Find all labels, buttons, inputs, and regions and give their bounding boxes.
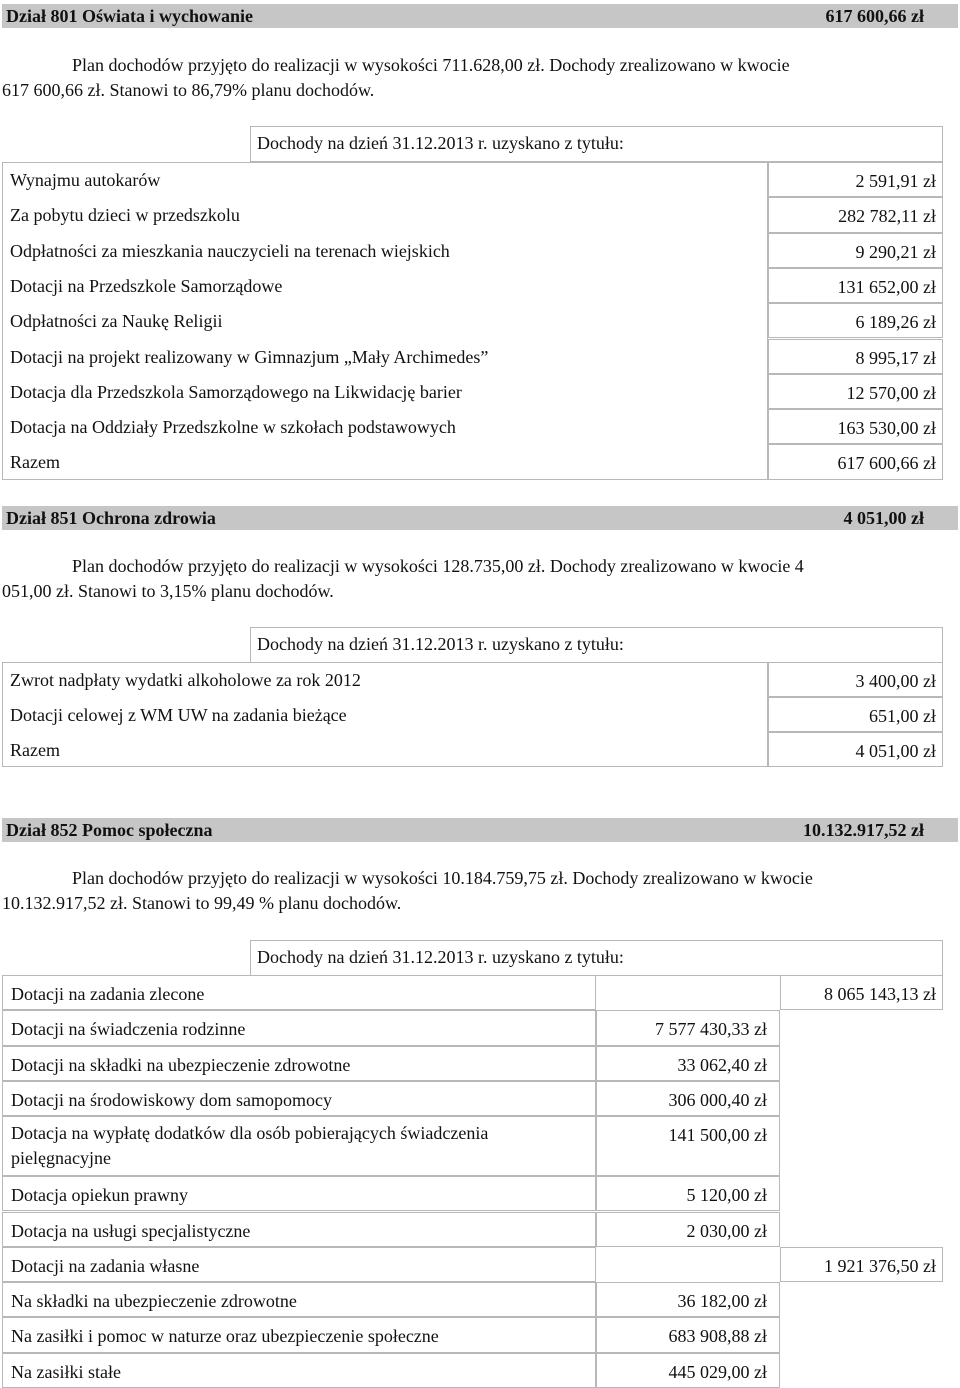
table-row-subamount: 306 000,40 zł: [668, 1089, 767, 1110]
table-row-label: Razem: [10, 452, 60, 473]
table-row-label: Odpłatności za mieszkania nauczycieli na terenach wiejskich: [10, 240, 450, 261]
section-852-header-cell: Dochody na dzień 31.12.2013 r. uzyskano z tytułu:: [250, 940, 943, 976]
table-row-subamount-cell: [596, 1081, 780, 1116]
table-row-label: Na zasiłki i pomoc w naturze oraz ubezpieczenie społeczne: [11, 1326, 439, 1347]
table-row-label-cell: [2, 1282, 596, 1317]
table-row-amount: 9 290,21 zł: [855, 241, 936, 262]
section-852-band: [2, 818, 958, 842]
table-row-amount-cell: [768, 409, 943, 444]
table-row-label: Dotacja na usługi specjalistyczne: [11, 1220, 251, 1241]
section-851-amount: 4 051,00 zł: [843, 508, 924, 528]
table-row-label-cell: [2, 1353, 596, 1388]
table-row-label: Na zasiłki stałe: [11, 1361, 121, 1382]
table-row-amount-cell: [768, 197, 943, 232]
section-851-header-cell: Dochody na dzień 31.12.2013 r. uzyskano z tytułu:: [250, 627, 943, 663]
table-row-total: 8 065 143,13 zł: [824, 984, 936, 1004]
table-row-label: Dotacji na zadania zlecone: [11, 984, 205, 1004]
section-851-band: [2, 506, 958, 530]
table-row-subamount: 141 500,00 zł: [668, 1125, 767, 1146]
table-label-column: [2, 662, 768, 767]
table-row-subamount-cell: [596, 1010, 780, 1045]
table-row-label-cell: [2, 1247, 596, 1282]
table-row-label: Razem: [10, 740, 60, 760]
table-row-amount-cell: [768, 268, 943, 303]
table-row-subamount-cell: [596, 1353, 780, 1388]
table-row-subamount-cell: [596, 1282, 780, 1317]
table-row-amount-cell: [768, 339, 943, 374]
table-row-amount: 617 600,66 zł: [837, 453, 936, 474]
table-row-label-cell: [2, 1046, 596, 1081]
table-row-label: Dotacja na Oddziały Przedszkolne w szkołach podstawowych: [10, 417, 456, 438]
section-851-title: Dział 851 Ochrona zdrowia: [6, 508, 216, 528]
section-801-title: Dział 801 Oświata i wychowanie: [6, 6, 253, 26]
table-row-label: Odpłatności za Naukę Religii: [10, 311, 223, 332]
table-row-amount-cell: [768, 732, 943, 767]
table-row-subamount: 2 030,00 zł: [686, 1220, 767, 1241]
table-row-label: Dotacji na projekt realizowany w Gimnazjum „Mały Archimedes”: [10, 346, 489, 367]
table-label-column: [2, 162, 768, 480]
table-row-label: Dotacji celowej z WM UW na zadania bieżące: [10, 705, 347, 725]
section-852-description: Plan dochodów przyjęto do realizacji w wysokości 10.184.759,75 zł. Dochody zrealizowano w kwocie 10.132.917,52 zł. Stanowi to 99,49 % planu dochodów.: [2, 868, 813, 913]
table-row-amount-cell: [768, 303, 943, 338]
table-row-amount: 651,00 zł: [869, 706, 936, 726]
table-row-amount: 163 530,00 zł: [837, 418, 936, 439]
table-row-subamount: 7 577 430,33 zł: [655, 1019, 767, 1040]
table-row-subamount-cell: [596, 1317, 780, 1352]
table-row-amount: 4 051,00 zł: [855, 741, 936, 761]
table-row-subamount-cell: [596, 1046, 780, 1081]
table-row-amount: 2 591,91 zł: [855, 171, 936, 191]
table-row-label-cell: [2, 1212, 596, 1247]
table-row-label: Na składki na ubezpieczenie zdrowotne: [11, 1291, 297, 1312]
table-row-label: Dotacji na środowiskowy dom samopomocy: [11, 1089, 332, 1110]
table-row-amount-cell: [768, 697, 943, 732]
section-852-amount: 10.132.917,52 zł: [803, 820, 924, 840]
table-row-amount-cell: [768, 662, 943, 697]
table-row-subamount: 33 062,40 zł: [677, 1054, 767, 1075]
section-801-header-cell: Dochody na dzień 31.12.2013 r. uzyskano z tytułu:: [250, 126, 943, 162]
table-row-label: Dotacji na Przedszkole Samorządowe: [10, 275, 283, 296]
table-row-label-cell: [2, 1176, 596, 1211]
table-row-label-cell: [2, 975, 596, 1010]
section-852-title: Dział 852 Pomoc społeczna: [6, 820, 213, 840]
table-row-amount-cell: [768, 162, 943, 197]
table-row-amount-cell: [768, 233, 943, 268]
table-row-subamount: 445 029,00 zł: [668, 1361, 767, 1382]
table-row-label: Dotacja na wypłatę dodatków dla osób pobierających świadczenia: [11, 1123, 489, 1144]
table-row-total-cell: [780, 1247, 943, 1282]
section-851-description: Plan dochodów przyjęto do realizacji w wysokości 128.735,00 zł. Dochody zrealizowano w kwocie 4 051,00 zł. Stanowi to 3,15% planu dochodów.: [2, 556, 804, 601]
table-row-amount: 3 400,00 zł: [855, 671, 936, 691]
table-row-total-cell: [780, 975, 943, 1010]
table-row-label-cell: [2, 1010, 596, 1045]
table-row-label: Za pobytu dzieci w przedszkolu: [10, 205, 240, 226]
section-801-description: Plan dochodów przyjęto do realizacji w wysokości 711.628,00 zł. Dochody zrealizowano w kwocie 617 600,66 zł. Stanowi to 86,79% planu dochodów.: [2, 55, 790, 100]
table-row-total: 1 921 376,50 zł: [824, 1255, 936, 1276]
table-row-label: Wynajmu autokarów: [10, 170, 161, 190]
table-row-label: Dotacji na składki na ubezpieczenie zdrowotne: [11, 1054, 351, 1075]
table-row-label: Dotacja dla Przedszkola Samorządowego na Likwidację barier: [10, 381, 462, 402]
section-801-amount: 617 600,66 zł: [825, 6, 924, 26]
table-row-label: Dotacji na świadczenia rodzinne: [11, 1019, 246, 1040]
table-row-amount: 12 570,00 zł: [846, 382, 936, 403]
table-row-label-cell: [2, 1081, 596, 1116]
table-row-subamount-cell: [596, 1116, 780, 1176]
table-row-amount: 131 652,00 zł: [837, 276, 936, 297]
table-row-amount: 282 782,11 zł: [838, 206, 936, 227]
table-row-label: Dotacja opiekun prawny: [11, 1185, 188, 1206]
table-row-subamount: 683 908,88 zł: [668, 1326, 767, 1347]
table-row-subamount-cell: [596, 1212, 780, 1247]
table-row-label: Zwrot nadpłaty wydatki alkoholowe za rok 2012: [10, 670, 361, 690]
table-row-amount: 6 189,26 zł: [855, 312, 936, 333]
table-row-subamount-cell: [596, 1176, 780, 1211]
table-row-label-continued: pielęgnacyjne: [11, 1148, 111, 1169]
table-row-amount: 8 995,17 zł: [855, 347, 936, 368]
table-row-label-cell: [2, 1317, 596, 1352]
table-row-amount-cell: [768, 444, 943, 479]
section-801-band: [2, 4, 958, 28]
table-row-label-cell: [2, 1116, 596, 1176]
table-row-label: Dotacji na zadania własne: [11, 1255, 200, 1276]
table-row-subamount: 5 120,00 zł: [686, 1185, 767, 1206]
table-row-subamount: 36 182,00 zł: [677, 1291, 767, 1312]
table-row-amount-cell: [768, 374, 943, 409]
